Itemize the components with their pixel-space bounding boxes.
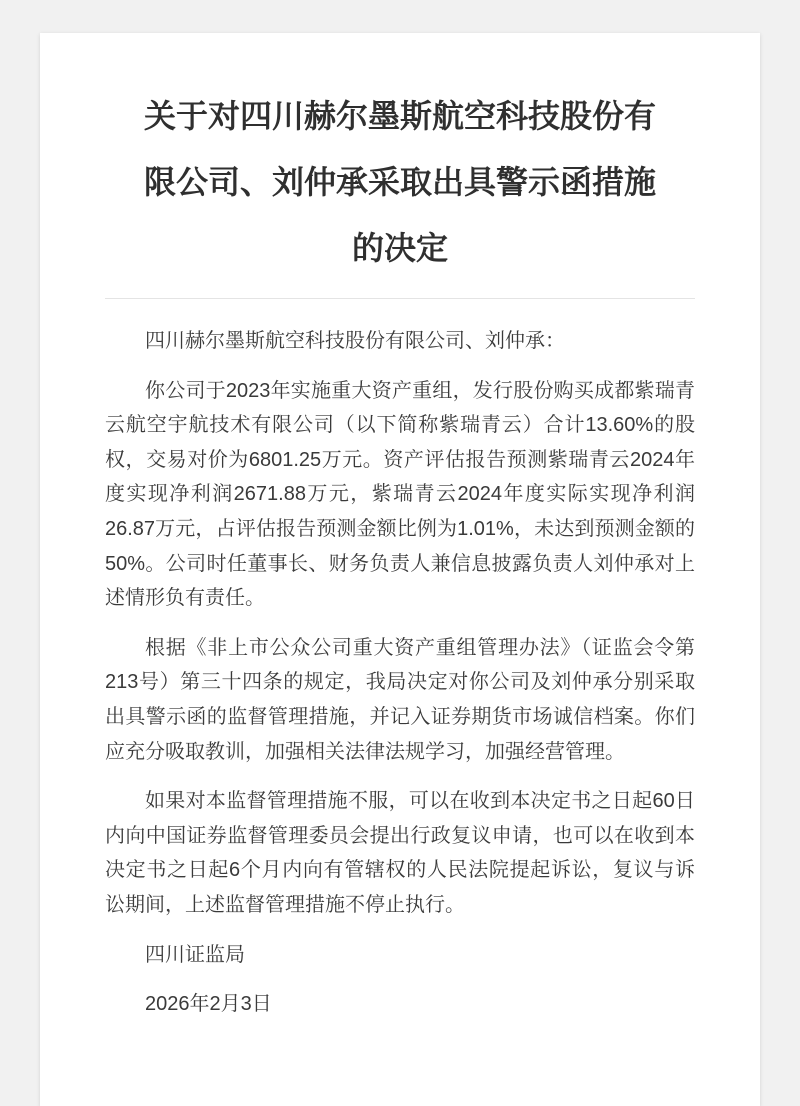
title-divider xyxy=(105,298,695,299)
salutation: 四川赫尔墨斯航空科技股份有限公司、刘仲承： xyxy=(145,330,565,352)
document-date: 2026年2月3日 xyxy=(145,993,272,1016)
document-card xyxy=(40,33,760,1106)
paragraph-facts: 你公司于2023年实施重大资产重组，发行股份购买成都紫瑞青云航空宇航技术有限公司（以下简称紫瑞青云）合计13.60%的股权，交易对价为6801.25万元。资产评估报告预测紫瑞青云2024年度实现净利润2671.88万元，紫瑞青云2024年度实际实现净利润26.87万元，占评估报告预测金额比例为1.01%，未达到预测金额的50%。公司时任董事长、财务负责人兼信息披露负责人刘仲承对上述情形负有责任。 xyxy=(105,379,695,610)
paragraph-decision: 根据《非上市公众公司重大资产重组管理办法》（证监会令第213号）第三十四条的规定，我局决定对你公司及刘仲承分别采取出具警示函的监督管理措施，并记入证券期货市场诚信档案。你们应充分吸取教训，加强相关法律法规学习，加强经营管理。 xyxy=(105,636,695,763)
signature: 四川证监局 xyxy=(145,943,245,966)
paragraph-appeal: 如果对本监督管理措施不服，可以在收到本决定书之日起60日内向中国证券监督管理委员会提出行政复议申请，也可以在收到本决定书之日起6个月内向有管辖权的人民法院提起诉讼，复议与诉讼期间，上述监督管理措施不停止执行。 xyxy=(105,790,695,916)
document-body xyxy=(105,324,695,1022)
document-title: 关于对四川赫尔墨斯航空科技股份有限公司、刘仲承采取出具警示函措施的决定 xyxy=(143,98,656,266)
